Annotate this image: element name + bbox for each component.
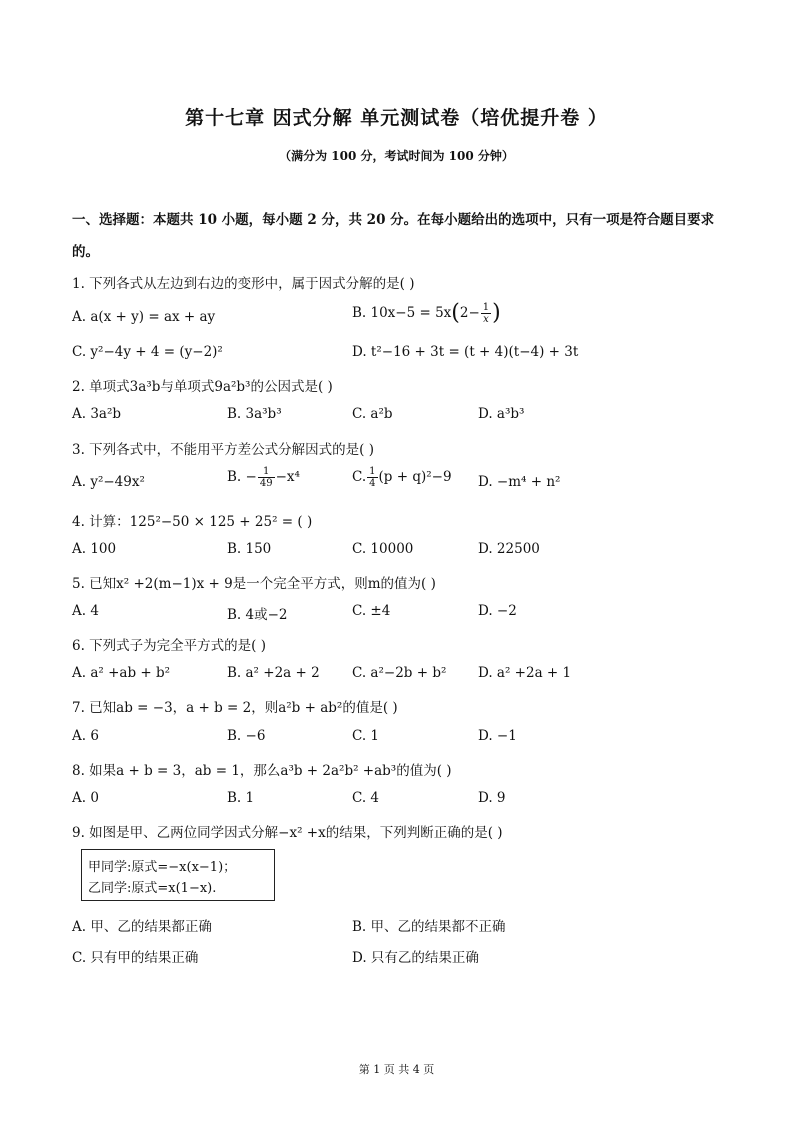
question-3-stem: 3. 下列各式中，不能用平方差公式分解因式的是( ) xyxy=(72,442,374,458)
question-6-option-d: D. a² +2a + 1 xyxy=(478,665,572,681)
option-b-prefix: B. − xyxy=(227,469,257,485)
question-5-option-c: C. ±4 xyxy=(352,603,391,619)
page-footer: 第 1 页 共 4 页 xyxy=(358,1063,435,1076)
question-5-option-a: A. 4 xyxy=(72,603,99,619)
question-6-stem: 6. 下列式子为完全平方式的是( ) xyxy=(72,638,266,654)
question-9-option-b: B. 甲、乙的结果都不正确 xyxy=(352,919,506,935)
question-2-option-d: D. a³b³ xyxy=(478,406,525,422)
fraction-denominator: x xyxy=(483,314,489,325)
question-1-option-a: A. a(x + y) = ax + ay xyxy=(72,309,216,325)
question-1-option-d: D. t²−16 + 3t = (t + 4)(t−4) + 3t xyxy=(352,344,579,360)
fraction-denominator: 4 xyxy=(369,478,376,489)
question-5-stem: 5. 已知x² +2(m−1)x + 9是一个完全平方式，则m的值为( ) xyxy=(72,576,436,592)
question-3-option-a: A. y²−49x² xyxy=(72,474,145,490)
question-7-option-d: D. −1 xyxy=(478,728,517,744)
question-4-option-d: D. 22500 xyxy=(478,541,540,557)
option-b-prefix: B. 10x−5 = 5x xyxy=(352,305,452,321)
question-5-option-b: B. 4或−2 xyxy=(227,607,288,623)
question-6-option-c: C. a²−2b + b² xyxy=(352,665,447,681)
question-9-option-a: A. 甲、乙的结果都正确 xyxy=(72,919,212,935)
page-title: 第十七章 因式分解 单元测试卷（培优提升卷 ） xyxy=(185,107,608,129)
fraction xyxy=(481,302,491,325)
figure-line-yi: 乙同学:原式=x(1−x). xyxy=(88,881,217,896)
question-2-option-c: C. a²b xyxy=(352,406,393,422)
question-7-option-c: C. 1 xyxy=(352,728,380,744)
fraction-denominator: 49 xyxy=(259,478,273,489)
question-1-option-b xyxy=(352,302,501,325)
question-8-option-b: B. 1 xyxy=(227,790,255,806)
option-c-prefix: C. xyxy=(352,469,367,485)
question-3-option-c xyxy=(352,466,452,489)
question-9-option-d: D. 只有乙的结果正确 xyxy=(352,950,479,966)
question-4-option-b: B. 150 xyxy=(227,541,272,557)
left-paren: ( xyxy=(451,300,460,326)
option-b-inner: 2− xyxy=(459,305,480,321)
fraction-numerator: 1 xyxy=(258,466,275,478)
question-2-stem: 2. 单项式3a³b与单项式9a²b³的公因式是( ) xyxy=(72,379,333,395)
question-5-option-d: D. −2 xyxy=(478,603,517,619)
page-subtitle: （满分为 100 分，考试时间为 100 分钟） xyxy=(279,149,514,163)
question-4-option-c: C. 10000 xyxy=(352,541,414,557)
question-9-option-c: C. 只有甲的结果正确 xyxy=(72,950,199,966)
question-8-option-a: A. 0 xyxy=(72,790,99,806)
right-paren: ) xyxy=(492,300,501,326)
section-heading-line1: 一、选择题：本题共 10 小题，每小题 2 分，共 20 分。在每小题给出的选项中，只有一项是符合题目要求 xyxy=(72,212,715,228)
figure-line-jia: 甲同学:原式=−x(x−1)； xyxy=(88,860,237,875)
question-3-option-b xyxy=(227,466,300,489)
fraction xyxy=(258,466,275,489)
fraction-numerator: 1 xyxy=(369,466,376,477)
option-c-suffix: (p + q)²−9 xyxy=(378,469,452,485)
fraction xyxy=(367,466,377,489)
question-4-option-a: A. 100 xyxy=(72,541,117,557)
question-8-stem: 8. 如果a + b = 3，ab = 1，那么a³b + 2a²b² +ab³的值为( ) xyxy=(72,763,452,779)
question-2-option-a: A. 3a²b xyxy=(72,406,122,422)
question-9-stem: 9. 如图是甲、乙两位同学因式分解−x² +x的结果，下列判断正确的是( ) xyxy=(72,825,503,841)
question-6-option-b: B. a² +2a + 2 xyxy=(227,665,320,681)
option-b-suffix: −x⁴ xyxy=(275,469,300,485)
question-8-option-c: C. 4 xyxy=(352,790,380,806)
question-4-stem: 4. 计算：125²−50 × 125 + 25² = ( ) xyxy=(72,514,313,530)
question-1-stem: 1. 下列各式从左边到右边的变形中，属于因式分解的是( ) xyxy=(72,276,415,292)
section-heading-line2: 的。 xyxy=(72,244,99,260)
fraction-numerator: 1 xyxy=(482,302,490,313)
question-7-stem: 7. 已知ab = −3，a + b = 2，则a²b + ab²的值是( ) xyxy=(72,700,398,716)
question-6-option-a: A. a² +ab + b² xyxy=(72,665,171,681)
question-7-option-a: A. 6 xyxy=(72,728,99,744)
question-7-option-b: B. −6 xyxy=(227,728,266,744)
question-3-option-d: D. −m⁴ + n² xyxy=(478,474,561,490)
question-2-option-b: B. 3a³b³ xyxy=(227,406,282,422)
question-1-option-c: C. y²−4y + 4 = (y−2)² xyxy=(72,344,223,360)
question-8-option-d: D. 9 xyxy=(478,790,506,806)
